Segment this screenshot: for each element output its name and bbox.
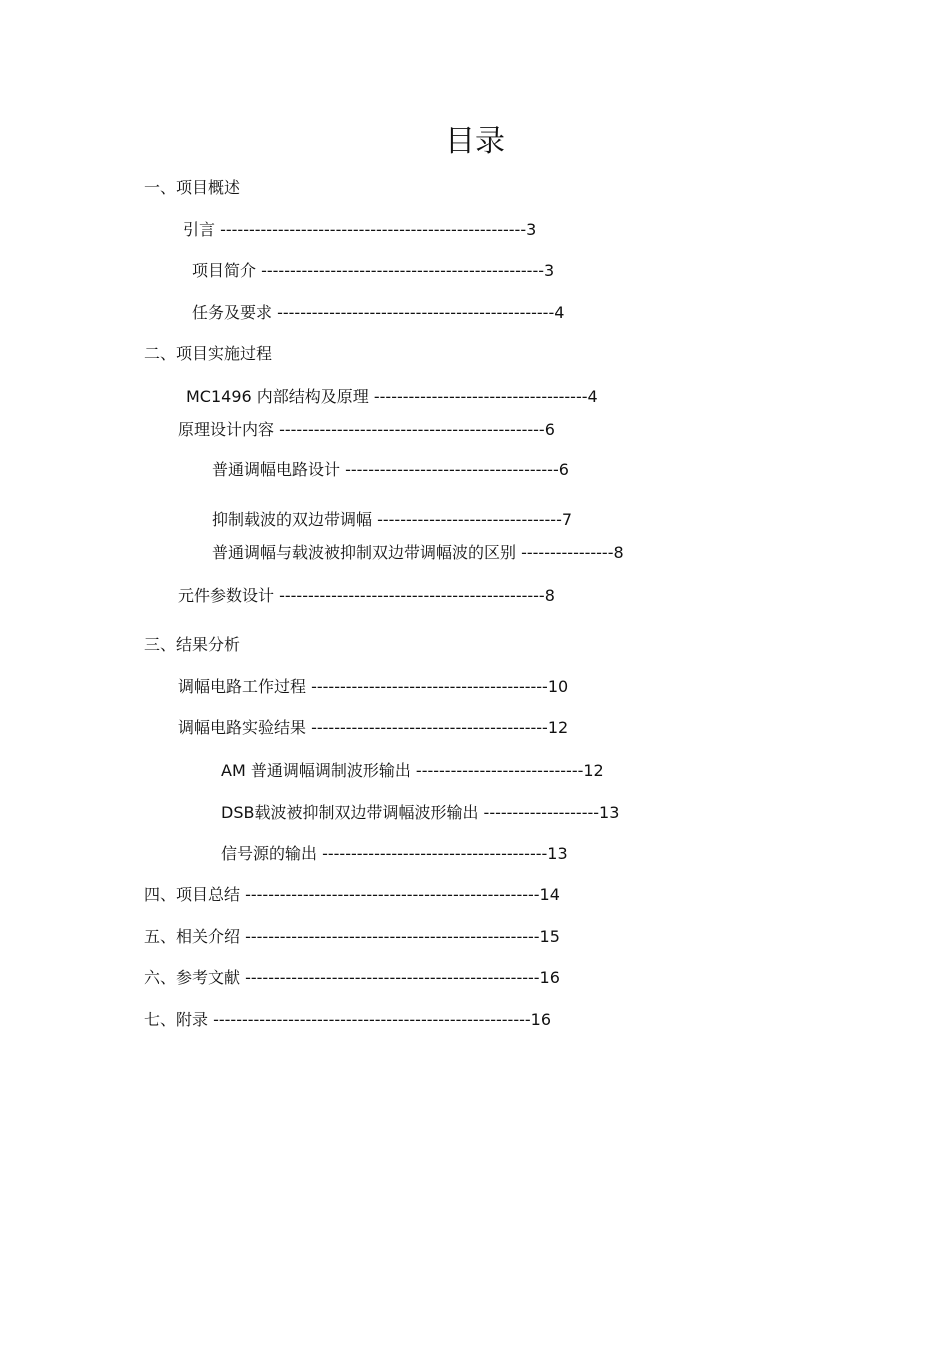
toc-leader: -------------------------------------	[368, 387, 588, 406]
toc-entry-label: 五、相关介绍	[144, 927, 241, 946]
toc-leader: -------------------------------------------------------	[208, 1010, 531, 1029]
toc-entry-label: AM 普通调幅调制波形输出	[221, 761, 411, 780]
toc-page-number: 8	[613, 543, 624, 562]
toc-entry-2-2-2[interactable]	[212, 509, 572, 531]
toc-entry-3[interactable]	[144, 634, 240, 656]
toc-entry-label: 调幅电路工作过程	[178, 677, 307, 696]
toc-entry-6[interactable]	[144, 967, 560, 989]
toc-entry-label: 信号源的输出	[221, 844, 318, 863]
toc-entry-label: 四、项目总结	[144, 885, 241, 904]
toc-leader: --------------------	[478, 803, 600, 822]
toc-leader: -----------------------------------------------------	[215, 220, 527, 239]
toc-page-number: 12	[583, 761, 604, 780]
toc-page-number: 8	[544, 586, 555, 605]
toc-entry-2[interactable]	[144, 343, 272, 365]
toc-page-number: 13	[547, 844, 568, 863]
toc-entry-label: 调幅电路实验结果	[178, 718, 307, 737]
toc-leader: ---------------------------------------------------	[240, 968, 540, 987]
toc-leader: --------------------------------	[372, 510, 562, 529]
toc-entry-4[interactable]	[144, 884, 560, 906]
toc-page-number: 12	[547, 718, 569, 737]
toc-leader: ----------------	[516, 543, 614, 562]
toc-entry-label: 任务及要求	[192, 303, 273, 322]
toc-entry-label: 六、参考文献	[144, 968, 241, 987]
toc-entry-5[interactable]	[144, 926, 560, 948]
toc-page-number: 15	[539, 927, 560, 946]
toc-entry-3-1[interactable]	[178, 676, 568, 698]
toc-page-number: 3	[526, 220, 537, 239]
toc-page-number: 13	[599, 803, 620, 822]
toc-page-number: 6	[558, 460, 569, 479]
toc-leader: ---------------------------------------	[317, 844, 548, 863]
toc-leader: ------------------------------------------------	[272, 303, 555, 322]
toc-entry-label: 三、结果分析	[144, 635, 241, 654]
toc-entry-1-2[interactable]	[192, 260, 554, 282]
toc-entry-label: 普通调幅电路设计	[212, 460, 341, 479]
toc-entry-label: DSB载波被抑制双边带调幅波形输出	[221, 803, 479, 822]
toc-page-number: 3	[544, 261, 555, 280]
toc-leader: ----------------------------------------------	[274, 586, 545, 605]
toc-entry-label: 引言	[183, 220, 216, 239]
toc-entry-3-2[interactable]	[178, 717, 568, 739]
toc-entry-1[interactable]	[144, 177, 240, 199]
toc-leader: -----------------------------------------	[306, 718, 548, 737]
toc-entry-3-2-2[interactable]	[221, 802, 619, 824]
toc-entry-label: 普通调幅与载波被抑制双边带调幅波的区别	[212, 543, 517, 562]
toc-leader: ---------------------------------------------------	[240, 885, 540, 904]
toc-entry-2-3[interactable]	[178, 585, 555, 607]
toc-entry-label: 二、项目实施过程	[144, 344, 273, 363]
toc-leader: -------------------------------------	[340, 460, 559, 479]
toc-entry-2-2[interactable]	[178, 419, 555, 441]
toc-entry-label: 一、项目概述	[144, 178, 241, 197]
toc-page-number: 7	[561, 510, 573, 529]
toc-leader: -------------------------------------------------	[256, 261, 544, 280]
toc-page-number: 16	[530, 1010, 551, 1029]
toc-page-number: 14	[539, 885, 560, 904]
toc-entry-3-2-1[interactable]	[221, 760, 604, 782]
toc-entry-7[interactable]	[144, 1009, 551, 1031]
page-title: 目录	[445, 124, 505, 159]
toc-entry-label: 项目简介	[192, 261, 257, 280]
toc-entry-3-2-3[interactable]	[221, 843, 568, 865]
toc-leader: -----------------------------	[410, 761, 584, 780]
toc-entry-label: 原理设计内容	[178, 420, 275, 439]
toc-leader: ---------------------------------------------------	[240, 927, 540, 946]
toc-page-number: 6	[544, 420, 555, 439]
toc-page-number: 16	[539, 968, 560, 987]
toc-entry-1-3[interactable]	[192, 302, 564, 324]
toc-page-number: 4	[554, 303, 565, 322]
toc-page-number: 10	[547, 677, 569, 696]
toc-entry-label: MC1496 内部结构及原理	[186, 387, 369, 406]
toc-entry-label: 七、附录	[144, 1010, 209, 1029]
toc-entry-2-2-3[interactable]	[212, 542, 624, 564]
toc-leader: -----------------------------------------	[306, 677, 548, 696]
toc-entry-2-2-1[interactable]	[212, 459, 569, 481]
toc-page-number: 4	[587, 387, 598, 406]
toc-entry-2-1[interactable]	[186, 386, 598, 408]
toc-leader: ----------------------------------------------	[274, 420, 545, 439]
toc-entry-1-1[interactable]	[183, 219, 536, 241]
toc-entry-label: 抑制载波的双边带调幅	[212, 510, 373, 529]
toc-entry-label: 元件参数设计	[178, 586, 275, 605]
